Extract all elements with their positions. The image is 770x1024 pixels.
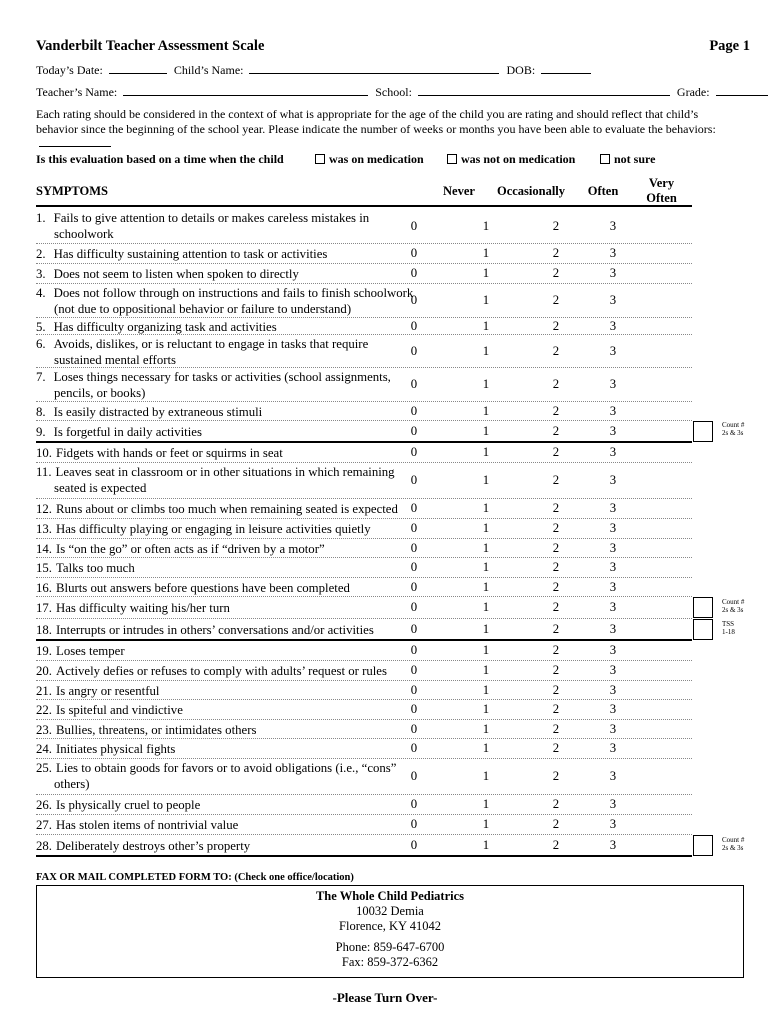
symptom-text — [36, 246, 327, 262]
rating-often[interactable]: 2 — [552, 293, 560, 307]
address-box[interactable] — [36, 885, 744, 978]
rating-often[interactable]: 2 — [552, 600, 560, 614]
symptom-line-2: pencils, or books) — [54, 386, 146, 400]
symptom-number: 14. — [36, 541, 52, 556]
table-row — [36, 368, 692, 402]
symptom-text — [36, 336, 368, 368]
table-row — [36, 597, 692, 619]
symptom-text — [36, 501, 398, 517]
rating-never[interactable]: 0 — [410, 560, 418, 574]
symptom-text — [36, 722, 256, 738]
symptom-text — [36, 210, 369, 242]
table-row — [36, 402, 692, 421]
rating-very-often[interactable]: 3 — [609, 682, 617, 697]
symptom-text — [36, 319, 277, 335]
symptom-line-1: Deliberately destroys other’s property — [56, 839, 251, 853]
symptom-number: 1. — [36, 211, 46, 225]
rating-never[interactable]: 0 — [410, 246, 418, 260]
rating-very-often[interactable]: 3 — [609, 838, 617, 852]
symptom-text — [36, 817, 238, 833]
rating-often[interactable]: 2 — [552, 838, 560, 852]
rating-very-often[interactable]: 3 — [609, 702, 617, 716]
symptom-number: 12. — [36, 502, 52, 516]
rating-never[interactable]: 0 — [410, 521, 418, 535]
symptom-text — [36, 622, 374, 638]
rating-often[interactable]: 2 — [552, 702, 560, 716]
rating-never[interactable]: 0 — [410, 741, 418, 755]
rating-occasionally[interactable]: 1 — [482, 343, 490, 358]
symptom-line-2: sustained mental efforts — [54, 353, 177, 367]
symptom-text — [36, 663, 387, 679]
symptom-line-1: Leaves seat in classroom or in other situations in which remaining — [55, 465, 395, 479]
count-box-hyperactivity[interactable] — [693, 597, 713, 618]
symptom-line-1: Has difficulty waiting his/her turn — [56, 601, 230, 615]
symptom-line-1: Has difficulty organizing task and activities — [53, 320, 277, 334]
rating-occasionally[interactable]: 1 — [482, 838, 490, 852]
symptom-line-2: seated is expected — [54, 481, 147, 495]
symptom-text — [36, 285, 413, 317]
rating-never[interactable]: 0 — [410, 622, 418, 636]
grade-label: Grade: — [676, 85, 710, 99]
rating-very-often[interactable]: 3 — [609, 445, 617, 459]
school-label: School: — [375, 85, 412, 99]
rating-never[interactable]: 0 — [410, 266, 418, 280]
todays-date-field[interactable] — [109, 64, 167, 74]
rating-never[interactable]: 0 — [410, 663, 418, 677]
count-box-inattention[interactable] — [693, 421, 713, 442]
symptom-number: 6. — [36, 337, 46, 351]
evaluation-period-field[interactable] — [39, 137, 111, 147]
rating-often[interactable]: 2 — [552, 797, 560, 811]
symptom-text — [36, 521, 371, 537]
symptom-number: 16. — [36, 580, 52, 595]
rating-never[interactable]: 0 — [410, 293, 418, 307]
symptom-number: 7. — [36, 370, 46, 384]
table-row — [36, 421, 692, 443]
symptom-number: 4. — [36, 286, 46, 300]
symptom-text — [36, 464, 395, 496]
symptom-line-1: Is “on the go” or often acts as if “driven by a motor” — [56, 541, 325, 556]
symptom-line-2: schoolwork — [54, 227, 114, 241]
city-state-zip: Florence, KY 41042 — [339, 919, 441, 933]
rating-very-often[interactable]: 3 — [609, 560, 617, 574]
symptom-number: 22. — [36, 703, 52, 717]
tss-box[interactable] — [693, 619, 713, 640]
table-row — [36, 499, 692, 519]
symptom-text — [36, 702, 183, 718]
symptom-text — [36, 600, 230, 616]
symptom-number: 17. — [36, 601, 52, 615]
symptom-line-1: Avoids, dislikes, or is reluctant to engage in tasks that require — [53, 337, 369, 351]
rating-occasionally[interactable]: 1 — [482, 560, 490, 574]
option-not-sure[interactable]: not sure — [600, 152, 655, 167]
symptom-text — [36, 838, 250, 854]
rating-occasionally[interactable]: 1 — [482, 741, 490, 755]
symptom-number: 5. — [36, 320, 46, 334]
rating-occasionally[interactable]: 1 — [482, 521, 490, 535]
dob-label: DOB: — [506, 63, 536, 77]
symptom-number: 11. — [36, 465, 52, 479]
symptom-number: 3. — [36, 267, 46, 281]
rating-very-often[interactable]: 3 — [609, 293, 617, 307]
rating-very-often[interactable]: 3 — [609, 318, 617, 333]
checkbox-icon[interactable] — [600, 154, 610, 164]
symptom-line-1: Loses temper — [56, 644, 125, 658]
table-row — [36, 835, 692, 857]
street-address: 10032 Demia — [356, 904, 424, 918]
symptom-number: 15. — [36, 561, 52, 575]
table-row — [36, 244, 692, 264]
rating-occasionally[interactable]: 1 — [482, 622, 490, 636]
rating-occasionally[interactable]: 1 — [482, 501, 490, 515]
symptom-line-1: Interrupts or intrudes in others’ conversations and/or activities — [56, 623, 374, 637]
rating-often[interactable]: 2 — [552, 721, 560, 736]
rating-occasionally[interactable]: 1 — [482, 377, 490, 391]
teachers-name-field[interactable] — [123, 86, 368, 96]
table-row — [36, 443, 692, 463]
symptom-line-1: Has difficulty playing or engaging in leisure activities quietly — [56, 522, 371, 536]
col-very-often-line2: Often — [646, 191, 677, 205]
symptom-line-1: Is spiteful and vindictive — [56, 703, 183, 717]
col-occasionally: Occasionally — [496, 184, 566, 198]
symptom-line-1: Initiates physical fights — [56, 742, 176, 756]
col-never: Never — [443, 184, 475, 198]
count-box-oppositional[interactable] — [693, 835, 713, 856]
rating-occasionally[interactable]: 1 — [482, 403, 490, 418]
symptom-text — [36, 797, 200, 813]
practice-name: The Whole Child Pediatrics — [315, 889, 465, 903]
symptom-number: 26. — [36, 798, 52, 812]
table-row — [36, 619, 692, 641]
symptom-number: 8. — [36, 404, 46, 419]
rating-very-often[interactable]: 3 — [609, 622, 617, 636]
grade-field[interactable] — [716, 86, 768, 96]
rating-never[interactable]: 0 — [410, 721, 418, 736]
rating-often[interactable]: 2 — [552, 501, 560, 515]
rating-occasionally[interactable]: 1 — [482, 769, 490, 783]
symptom-text — [36, 404, 262, 420]
rating-often[interactable]: 2 — [552, 218, 560, 233]
rating-occasionally[interactable]: 1 — [482, 318, 490, 333]
col-often: Often — [587, 184, 619, 198]
table-row — [36, 795, 692, 815]
rating-very-often[interactable]: 3 — [609, 797, 617, 811]
symptom-line-1: Has stolen items of nontrivial value — [56, 818, 239, 832]
symptom-number: 19. — [36, 644, 52, 658]
symptom-line-1: Is physically cruel to people — [56, 798, 201, 812]
rating-occasionally[interactable]: 1 — [482, 445, 490, 459]
symptom-number: 21. — [36, 683, 52, 698]
instructions-text: Each rating should be considered in the context of what is appropriate for the age of the child you are rating and should reflect that child’s behavior since the beginning of the school year. Please indicate the number of weeks or months you have been able to evaluate the behaviors: — [36, 107, 741, 151]
symptom-number: 13. — [36, 522, 52, 536]
table-row — [36, 463, 692, 499]
medication-question: Is this evaluation based on a time when the child — [36, 152, 284, 166]
rating-very-often[interactable]: 3 — [609, 343, 617, 358]
rating-very-often[interactable]: 3 — [609, 721, 617, 736]
symptom-line-1: Bullies, threatens, or intimidates others — [56, 722, 257, 737]
symptom-text — [36, 541, 325, 557]
rating-often[interactable]: 2 — [552, 318, 560, 333]
rating-often[interactable]: 2 — [552, 403, 560, 418]
rating-very-often[interactable]: 3 — [609, 579, 617, 594]
table-row — [36, 641, 692, 661]
rating-often[interactable]: 2 — [552, 741, 560, 755]
rating-never[interactable]: 0 — [410, 838, 418, 852]
rating-occasionally[interactable]: 1 — [482, 293, 490, 307]
col-symptoms: SYMPTOMS — [36, 184, 108, 198]
rating-often[interactable]: 2 — [552, 643, 560, 657]
symptom-line-1: Runs about or climbs too much when remaining seated is expected — [56, 502, 398, 516]
rating-often[interactable]: 2 — [552, 540, 560, 555]
symptom-text — [36, 741, 175, 757]
rating-never[interactable]: 0 — [410, 540, 418, 555]
rating-occasionally[interactable]: 1 — [482, 218, 490, 233]
option-on-medication[interactable]: was on medication — [315, 152, 424, 167]
rating-never[interactable]: 0 — [410, 218, 418, 233]
header-line-2 — [36, 85, 768, 100]
rating-occasionally[interactable]: 1 — [482, 721, 490, 736]
rating-occasionally[interactable]: 1 — [482, 424, 490, 438]
rating-never[interactable]: 0 — [410, 643, 418, 657]
table-row — [36, 209, 692, 244]
symptom-text — [36, 560, 135, 576]
rating-often[interactable]: 2 — [552, 473, 560, 487]
rating-never[interactable]: 0 — [410, 579, 418, 594]
count-label-inattention: Count # 2s & 3s — [722, 421, 745, 437]
table-row — [36, 700, 692, 720]
dob-field[interactable] — [541, 64, 591, 74]
symptom-number: 9. — [36, 425, 46, 439]
rating-occasionally[interactable]: 1 — [482, 663, 490, 677]
symptom-line-1: Does not follow through on instructions and fails to finish schoolwork — [53, 286, 414, 300]
rating-often[interactable]: 2 — [552, 817, 560, 831]
table-row — [36, 815, 692, 835]
symptom-line-1: Is forgetful in daily activities — [53, 425, 202, 439]
table-row — [36, 558, 692, 578]
table-row — [36, 519, 692, 539]
table-row — [36, 578, 692, 597]
rating-very-often[interactable]: 3 — [609, 473, 617, 487]
rating-occasionally[interactable]: 1 — [482, 702, 490, 716]
table-row — [36, 539, 692, 558]
symptom-line-1: Has difficulty sustaining attention to task or activities — [53, 247, 328, 261]
symptom-text — [36, 683, 159, 699]
symptom-number: 10. — [36, 446, 52, 460]
symptom-number: 2. — [36, 247, 46, 261]
option-not-on-medication[interactable]: was not on medication — [447, 152, 575, 167]
table-row — [36, 318, 692, 335]
table-row — [36, 759, 692, 795]
rating-often[interactable]: 2 — [552, 579, 560, 594]
rating-very-often[interactable]: 3 — [609, 501, 617, 515]
rating-very-often[interactable]: 3 — [609, 424, 617, 438]
count-label-oppositional: Count # 2s & 3s — [722, 836, 745, 852]
rating-occasionally[interactable]: 1 — [482, 266, 490, 280]
symptom-line-1: Does not seem to listen when spoken to directly — [53, 267, 299, 281]
rating-occasionally[interactable]: 1 — [482, 540, 490, 555]
rating-occasionally[interactable]: 1 — [482, 682, 490, 697]
rating-very-often[interactable]: 3 — [609, 403, 617, 418]
symptom-line-1: Blurts out answers before questions have been completed — [56, 580, 350, 595]
rating-occasionally[interactable]: 1 — [482, 643, 490, 657]
symptom-number: 23. — [36, 722, 52, 737]
school-field[interactable] — [418, 86, 670, 96]
table-row — [36, 264, 692, 284]
header-line-1 — [36, 63, 591, 78]
symptom-text — [36, 266, 299, 282]
symptom-text — [36, 445, 283, 461]
medication-question-row — [36, 152, 736, 168]
rating-never[interactable]: 0 — [410, 797, 418, 811]
symptom-line-1: Actively defies or refuses to comply with adults’ request or rules — [56, 664, 387, 678]
table-row — [36, 720, 692, 739]
checkbox-icon[interactable] — [315, 154, 325, 164]
rating-very-often[interactable]: 3 — [609, 540, 617, 555]
symptom-number: 18. — [36, 623, 52, 637]
symptom-number: 24. — [36, 742, 52, 756]
rating-never[interactable]: 0 — [410, 318, 418, 333]
rating-very-often[interactable]: 3 — [609, 769, 617, 783]
rating-never[interactable]: 0 — [410, 769, 418, 783]
rating-often[interactable]: 2 — [552, 769, 560, 783]
symptom-line-1: Lies to obtain goods for favors or to avoid obligations (i.e., “cons” — [56, 761, 397, 775]
rating-very-often[interactable]: 3 — [609, 741, 617, 755]
table-row — [36, 681, 692, 700]
rating-very-often[interactable]: 3 — [609, 663, 617, 677]
symptom-number: 28. — [36, 839, 52, 853]
rating-never[interactable]: 0 — [410, 473, 418, 487]
page-number: Page 1 — [709, 38, 750, 54]
count-label-hyperactivity: Count # 2s & 3s — [722, 598, 745, 614]
symptom-line-1: Loses things necessary for tasks or activities (school assignments, — [53, 370, 391, 384]
rating-often[interactable]: 2 — [552, 424, 560, 438]
symptom-text — [36, 424, 202, 440]
rating-very-often[interactable]: 3 — [609, 521, 617, 535]
rating-never[interactable]: 0 — [410, 403, 418, 418]
checkbox-icon[interactable] — [447, 154, 457, 164]
fax-instruction: FAX OR MAIL COMPLETED FORM TO: (Check one office/location) — [36, 872, 354, 883]
fax-number: Fax: 859-372-6362 — [341, 955, 439, 969]
symptom-line-1: Is easily distracted by extraneous stimuli — [53, 404, 263, 419]
symptom-number: 25. — [36, 761, 52, 775]
phone-number: Phone: 859-647-6700 — [335, 940, 445, 954]
rating-often[interactable]: 2 — [552, 266, 560, 280]
rating-never[interactable]: 0 — [410, 377, 418, 391]
rating-never[interactable]: 0 — [410, 343, 418, 358]
symptom-line-2: (not due to oppositional behavior or failure to understand) — [54, 302, 352, 316]
symptom-line-1: Fidgets with hands or feet or squirms in seat — [56, 446, 283, 460]
rating-never[interactable]: 0 — [410, 600, 418, 614]
rating-often[interactable]: 2 — [552, 560, 560, 574]
symptom-line-1: Talks too much — [56, 561, 135, 575]
todays-date-label: Today’s Date: — [36, 63, 103, 77]
symptom-text — [36, 369, 391, 401]
rating-never[interactable]: 0 — [410, 424, 418, 438]
symptom-number: 27. — [36, 818, 52, 832]
tss-label: TSS 1-18 — [722, 620, 735, 636]
rating-very-often[interactable]: 3 — [609, 643, 617, 657]
rating-never[interactable]: 0 — [410, 817, 418, 831]
rating-often[interactable]: 2 — [552, 663, 560, 677]
form-title: Vanderbilt Teacher Assessment Scale — [36, 38, 265, 54]
table-row — [36, 335, 692, 368]
symptom-text — [36, 580, 350, 596]
rating-occasionally[interactable]: 1 — [482, 817, 490, 831]
rating-very-often[interactable]: 3 — [609, 600, 617, 614]
symptom-text — [36, 643, 125, 659]
rating-never[interactable]: 0 — [410, 702, 418, 716]
table-row — [36, 661, 692, 681]
rating-often[interactable]: 2 — [552, 377, 560, 391]
symptom-text — [36, 760, 396, 792]
table-header — [36, 175, 692, 207]
symptom-line-1: Is angry or resentful — [56, 683, 160, 698]
rating-occasionally[interactable]: 1 — [482, 600, 490, 614]
rating-very-often[interactable]: 3 — [609, 246, 617, 260]
childs-name-label: Child’s Name: — [173, 63, 244, 77]
table-row — [36, 284, 692, 318]
symptom-line-2: others) — [54, 777, 90, 791]
symptom-line-1: Fails to give attention to details or makes careless mistakes in — [53, 211, 370, 225]
rating-very-often[interactable]: 3 — [609, 817, 617, 831]
rating-often[interactable]: 2 — [552, 682, 560, 697]
col-very-often-line1: Very — [648, 176, 675, 190]
teachers-name-label: Teacher’s Name: — [36, 85, 118, 99]
rating-often[interactable]: 2 — [552, 343, 560, 358]
rating-never[interactable]: 0 — [410, 682, 418, 697]
rating-often[interactable]: 2 — [552, 246, 560, 260]
rating-occasionally[interactable]: 1 — [482, 797, 490, 811]
rating-occasionally[interactable]: 1 — [482, 579, 490, 594]
rating-occasionally[interactable]: 1 — [482, 473, 490, 487]
rating-often[interactable]: 2 — [552, 445, 560, 459]
rating-very-often[interactable]: 3 — [609, 377, 617, 391]
rating-very-often[interactable]: 3 — [609, 218, 617, 233]
turn-over-note: -Please Turn Over- — [332, 990, 438, 1005]
table-row — [36, 739, 692, 759]
rating-never[interactable]: 0 — [410, 501, 418, 515]
rating-often[interactable]: 2 — [552, 622, 560, 636]
rating-never[interactable]: 0 — [410, 445, 418, 459]
rating-often[interactable]: 2 — [552, 521, 560, 535]
childs-name-field[interactable] — [249, 64, 499, 74]
rating-very-often[interactable]: 3 — [609, 266, 617, 280]
symptom-number: 20. — [36, 664, 52, 678]
rating-occasionally[interactable]: 1 — [482, 246, 490, 260]
